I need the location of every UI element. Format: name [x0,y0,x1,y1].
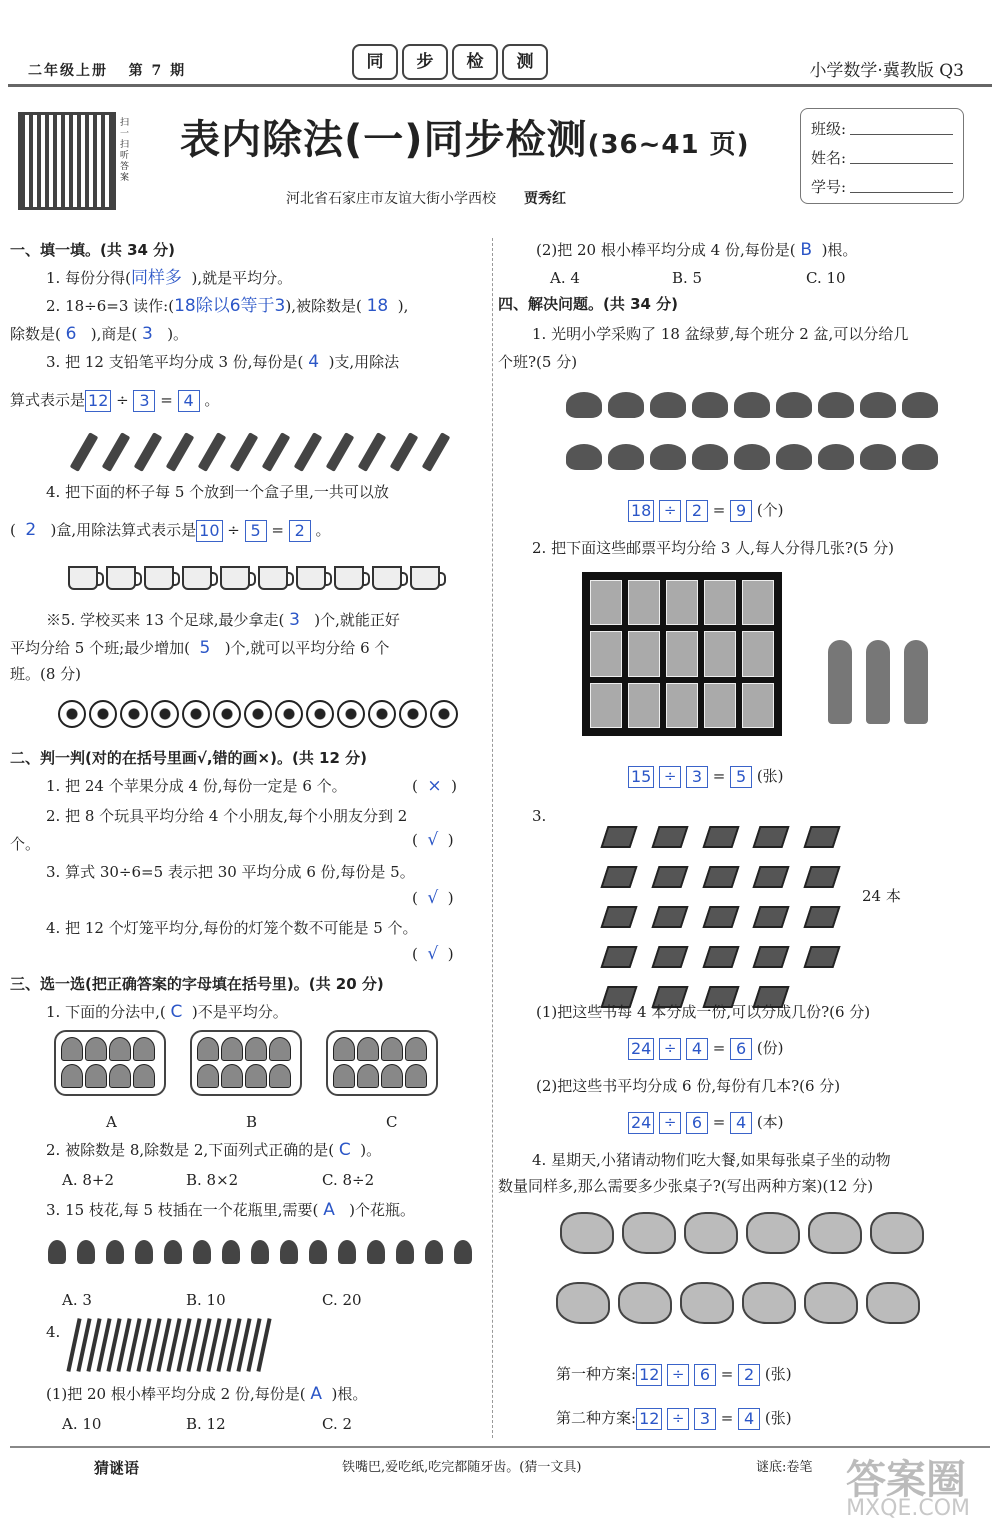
s3-q4: 4. [46,1323,61,1341]
s2-a2: ( √ ) [412,830,454,850]
animals-row-2 [556,1282,920,1324]
qr-code[interactable] [18,112,116,210]
s3-q4-2: (2)把 20 根小棒平均分成 4 份,每份是( B )根。 [536,240,858,260]
books-count: 24 本 [862,887,901,905]
footer-riddle: 铁嘴巴,爱吃纸,吃完都随牙齿。(猜一文具) [342,1460,582,1475]
sticks-illustration [72,1318,266,1372]
s1-q2-cont: 除数是( 6 ),商是( 3 )。 [10,324,189,344]
s1-q2: 2. 18÷6=3 读作:(18除以6等于3),被除数是( 18 ), [46,296,409,316]
s2-q4: 4. 把 12 个灯笼平均分,每份的灯笼个数不可能是 5 个。 [46,919,418,937]
s2-a3: ( √ ) [412,888,454,908]
s3-q2-opt-c: C. 8÷2 [322,1171,375,1189]
watermark-url: MXQE.COM [846,1496,970,1521]
s3-q3-opt-c: C. 20 [322,1291,362,1309]
children-illustration [828,640,928,724]
watermark-logo: 答案圈 [846,1457,966,1503]
s1-q3: 3. 把 12 支铅笔平均分成 3 份,每份是( 4 )支,用除法 [46,352,400,372]
s2-q2-cont: 个。 [10,835,41,853]
s4-q3: 3. [532,807,547,825]
column-divider [492,238,493,1438]
footer-label: 猜谜语 [94,1459,140,1477]
s4-q2: 2. 把下面这些邮票平均分给 3 人,每人分得几张?(5 分) [532,539,894,557]
footballs-illustration [58,700,458,728]
option-a-cakes [54,1030,166,1096]
flowers-illustration [48,1240,472,1264]
s3-q2: 2. 被除数是 8,除数是 2,下面列式正确的是( C )。 [46,1140,382,1160]
s4-q4: 4. 星期天,小猪请动物们吃大餐,如果每张桌子坐的动物 [532,1151,891,1169]
s1-q5: ※5. 学校买来 13 个足球,最少拿走( 3 )个,就能正好 [46,610,400,630]
s2-q1: 1. 把 24 个苹果分成 4 份,每份一定是 6 个。 [46,777,347,795]
section2-heading: 二、判一判(对的在括号里画√,错的画×)。(共 12 分) [10,749,368,767]
s3-q3-opt-b: B. 10 [186,1291,226,1309]
s2-q2: 2. 把 8 个玩具平均分给 4 个小朋友,每个小朋友分到 2 [46,807,408,825]
s1-q4: 4. 把下面的杯子每 5 个放到一个盒子里,一共可以放 [46,483,389,501]
s3-q1: 1. 下面的分法中,( C )不是平均分。 [46,1002,288,1022]
cups-illustration [68,566,440,590]
plan-1: 第一种方案: 12 ÷ 6 = 2 (张) [556,1365,792,1384]
s4-q1-formula: 18 ÷ 2 = 9 (个) [628,500,784,522]
author-line: 河北省石家庄市友谊大街小学西校 贾秀红 [286,191,566,207]
s3-q4-2-opt-c: C. 10 [806,269,846,287]
books-illustration [604,826,844,1008]
banner: 同 步 检 测 [352,44,548,80]
name-field[interactable] [850,144,953,164]
s4-q2-formula: 15 ÷ 3 = 5 (张) [628,766,784,788]
subject-label: 小学数学·冀教版 Q3 [809,61,964,81]
option-c-cakes [326,1030,438,1096]
s4-q1: 1. 光明小学采购了 18 盆绿萝,每个班分 2 盆,可以分给几 [532,325,909,343]
s4-q3-1-formula: 24 ÷ 4 = 6 (份) [628,1038,784,1060]
plan-2: 第二种方案: 12 ÷ 3 = 4 (张) [556,1409,792,1428]
footer-answer: 谜底:卷笔 [756,1460,813,1475]
section3-heading: 三、选一选(把正确答案的字母填在括号里)。(共 20 分) [10,975,384,993]
animals-row-1 [560,1212,924,1254]
s2-q3: 3. 算式 30÷6=5 表示把 30 平均分成 6 份,每份是 5。 [46,863,415,881]
plants-row-1 [566,392,938,418]
section1-heading: 一、填一填。(共 34 分) [10,241,176,259]
label-a: A [106,1113,117,1131]
s3-q4-2-opt-b: B. 5 [672,269,703,287]
s1-q4-cont: ( 2 )盒,用除法算式表示是 10 ÷ 5 = 2 。 [10,520,331,540]
option-b-cakes [190,1030,302,1096]
grade-issue: 二年级上册 第 7 期 [28,63,187,79]
s3-q4-1: (1)把 20 根小棒平均分成 2 份,每份是( A )根。 [46,1384,368,1404]
s4-q3-1: (1)把这些书每 4 本分成一份,可以分成几份?(6 分) [536,1003,871,1021]
id-field[interactable] [850,173,953,193]
section4-heading: 四、解决问题。(共 34 分) [498,295,679,313]
s2-a1: ( × ) [412,776,458,796]
s3-q4-1-opt-b: B. 12 [186,1415,226,1433]
s4-q4-cont: 数量同样多,那么需要多少张桌子?(写出两种方案)(12 分) [498,1177,874,1195]
label-c: C [386,1113,398,1131]
class-field[interactable] [850,115,953,135]
s1-q5-end: 班。(8 分) [10,665,82,683]
s3-q2-opt-b: B. 8×2 [186,1171,239,1189]
s4-q1-cont: 个班?(5 分) [498,353,578,371]
cake-groups [54,1030,438,1096]
s1-q3-formula: 算式表示是 12 ÷ 3 = 4 。 [10,391,220,410]
footer-divider [10,1446,990,1448]
s3-q2-opt-a: A. 8+2 [62,1171,115,1189]
s3-q3-opt-a: A. 3 [62,1291,92,1309]
student-info-box: 班级: 姓名: 学号: [800,108,964,204]
s4-q3-2: (2)把这些书平均分成 6 份,每份有几本?(6 分) [536,1077,841,1095]
pencils-illustration [70,432,450,472]
plants-row-2 [566,444,938,470]
s1-q5-cont: 平均分给 5 个班;最少增加( 5 )个,就可以平均分给 6 个 [10,638,390,658]
qr-note: 扫一扫 听答案 [120,118,130,183]
label-b: B [246,1113,258,1131]
s1-q1: 1. 每份分得(同样多 ),就是平均分。 [46,268,293,288]
page-title: 表内除法(一)同步检测(36~41 页) [180,117,750,163]
s2-a4: ( √ ) [412,944,454,964]
s3-q4-1-opt-a: A. 10 [62,1415,102,1433]
s4-q3-2-formula: 24 ÷ 6 = 4 (本) [628,1112,784,1134]
s3-q3: 3. 15 枝花,每 5 枝插在一个花瓶里,需要( A )个花瓶。 [46,1200,415,1220]
header-divider [8,84,992,87]
stamps-illustration [582,572,782,736]
s3-q4-1-opt-c: C. 2 [322,1415,353,1433]
s3-q4-2-opt-a: A. 4 [550,269,580,287]
